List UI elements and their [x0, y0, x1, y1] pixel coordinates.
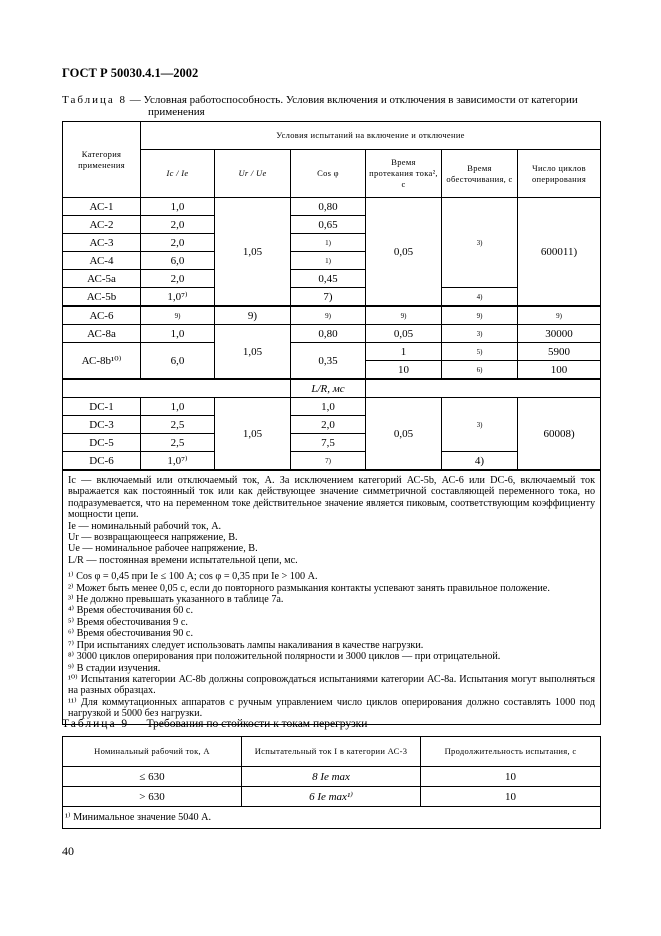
test-cell: 8 Ie max	[242, 767, 421, 787]
time-cell: 9)	[366, 306, 442, 325]
footnote: ⁷⁾ При испытаниях следует использовать лампы накаливания в качестве нагрузки.	[68, 639, 424, 651]
t9-footnote: ¹⁾ Минимальное значение 5040 А.	[63, 807, 601, 829]
category-cell: DC-1	[63, 398, 141, 416]
cycles-cell: 60008)	[518, 398, 601, 471]
col-interval-header: Время обесточивания, с	[442, 150, 518, 198]
time-cell: 0,05	[366, 325, 442, 343]
col-group-header: Условия испытаний на включение и отключение	[141, 122, 601, 150]
t9-col-test: Испытательный ток I в категории АС-3	[242, 737, 421, 767]
category-cell: АС-5b	[63, 288, 141, 307]
legend-item: Ie — номинальный рабочий ток, А.	[68, 520, 222, 532]
col-cycles-header: Число циклов оперирования	[518, 150, 601, 198]
footnote: ¹⁾ Cos φ = 0,45 при Ie ≤ 100 А; cos φ = 0,35 при Ie > 100 А.	[68, 571, 318, 583]
table-row	[63, 398, 601, 416]
table8-notes	[63, 470, 601, 724]
ic-cell: 6,0	[141, 252, 215, 270]
lr-header: L/R, мс	[291, 379, 366, 398]
footnote: ³⁾ Не должно превышать указанного в таблице 7а.	[68, 594, 284, 606]
interval-cell: 3)	[442, 325, 518, 343]
ic-cell: 9)	[141, 306, 215, 325]
ic-cell: 1,0⁷⁾	[141, 452, 215, 471]
footnote: ¹¹⁾ Для коммутационных аппаратов с ручным управлением число циклов оперирования должно составлять 1000 под нагрузкой и 5000 без нагрузки.	[68, 696, 596, 720]
table8-caption	[62, 94, 578, 106]
ur-cell: 1,05	[215, 198, 291, 307]
table-row	[63, 343, 601, 361]
cos-cell: 0,35	[291, 343, 366, 380]
lr-cell: 1,0	[291, 398, 366, 416]
ic-cell: 2,5	[141, 434, 215, 452]
t9-col-current: Номинальный рабочий ток, А	[63, 737, 242, 767]
table-row	[63, 325, 601, 343]
category-cell: АС-6	[63, 306, 141, 325]
cycles-cell: 100	[518, 361, 601, 380]
footnote: ⁴⁾ Время обесточивания 60 с.	[68, 605, 193, 617]
ic-cell: 2,0	[141, 270, 215, 288]
time-cell: 10	[366, 361, 442, 380]
ic-cell: 1,0⁷⁾	[141, 288, 215, 307]
category-cell: DC-6	[63, 452, 141, 471]
table8	[62, 121, 601, 725]
ic-cell: 2,0	[141, 234, 215, 252]
col-ur-ue-header: Ur / Ue	[215, 150, 291, 198]
category-cell: АС-2	[63, 216, 141, 234]
footnote: ⁵⁾ Время обесточивания 9 с.	[68, 616, 188, 628]
ic-cell: 1,0	[141, 325, 215, 343]
interval-cell: 3)	[442, 198, 518, 288]
category-cell: АС-5a	[63, 270, 141, 288]
table8-caption-line1: — Условная работоспособность. Условия включения и отключения в зависимости от категории	[129, 94, 578, 106]
table-row	[63, 198, 601, 216]
interval-cell: 6)	[442, 361, 518, 380]
category-cell: АС-3	[63, 234, 141, 252]
col-category-header: Категория применения	[63, 122, 141, 198]
interval-cell: 5)	[442, 343, 518, 361]
table-row	[63, 787, 601, 807]
table9-caption-text: — Требования по стойкости к токам перегрузки	[132, 718, 368, 730]
cos-cell: 9)	[291, 306, 366, 325]
category-cell: АС-4	[63, 252, 141, 270]
legend-item: Ic — включаемый или отключаемый ток, А. За исключением категорий АС-5b, АС-6 или DC-6, включаемый ток выражается как постоянный ток или как действующее значение симметричной составляющей переменного тока, но подразумевается, что на переменном токе действительное значение является пиковым, соответствующим коэффициенту мощности цепи.	[68, 475, 596, 521]
ic-cell: 1,0	[141, 398, 215, 416]
col-ic-ie-header: Ic / Ie	[141, 150, 215, 198]
time-cell: 0,05	[366, 398, 442, 471]
cos-cell: 1)	[291, 234, 366, 252]
table9-caption	[62, 718, 367, 730]
cycles-cell: 9)	[518, 306, 601, 325]
document-header: ГОСТ Р 50030.4.1—2002	[62, 66, 199, 80]
footnote: ²⁾ Может быть менее 0,05 с, если до повторного размыкания контакты успевают занять правильное положение.	[68, 582, 550, 594]
t9-col-duration: Продолжительность испытания, с	[421, 737, 601, 767]
interval-cell: 4)	[442, 452, 518, 471]
page-number: 40	[62, 844, 74, 858]
cos-cell: 1)	[291, 252, 366, 270]
table-row	[63, 379, 601, 398]
legend-item: Ue — номинальное рабочее напряжение, В.	[68, 543, 258, 555]
table9-caption-prefix: Таблица 9	[62, 718, 130, 730]
ic-cell: 1,0	[141, 198, 215, 216]
current-cell: ≤ 630	[63, 767, 242, 787]
footnote: ⁹⁾ В стадии изучения.	[68, 662, 161, 674]
time-cell: 0,05	[366, 198, 442, 307]
category-cell: АС-8a	[63, 325, 141, 343]
category-cell: DC-3	[63, 416, 141, 434]
table8-caption-prefix: Таблица 8	[62, 94, 128, 106]
cos-cell: 0,45	[291, 270, 366, 288]
ic-cell: 2,0	[141, 216, 215, 234]
ic-cell: 6,0	[141, 343, 215, 380]
interval-cell: 4)	[442, 288, 518, 307]
ur-cell: 1,05	[215, 398, 291, 471]
ur-cell: 1,05	[215, 325, 291, 380]
legend-item: Ur — возвращающееся напряжение, В.	[68, 532, 238, 544]
ur-cell: 9)	[215, 306, 291, 325]
cos-cell: 7)	[291, 288, 366, 307]
cos-cell: 0,80	[291, 198, 366, 216]
col-time-header: Время протекания тока², с	[366, 150, 442, 198]
interval-cell: 9)	[442, 306, 518, 325]
time-cell: 1	[366, 343, 442, 361]
footnote: ¹⁰⁾ Испытания категории АС-8b должны сопровождаться испытаниями категории АС-8а. Испытания могут выполняться на разных образцах.	[68, 673, 596, 697]
ic-cell: 2,5	[141, 416, 215, 434]
cycles-cell: 600011)	[518, 198, 601, 307]
col-cos-header: Cos φ	[291, 150, 366, 198]
cos-cell: 0,80	[291, 325, 366, 343]
current-cell: > 630	[63, 787, 242, 807]
category-cell: АС-8b¹⁰⁾	[63, 343, 141, 380]
duration-cell: 10	[421, 787, 601, 807]
table-row	[63, 767, 601, 787]
cos-cell: 0,65	[291, 216, 366, 234]
duration-cell: 10	[421, 767, 601, 787]
interval-cell: 3)	[442, 398, 518, 452]
lr-cell: 7)	[291, 452, 366, 471]
test-cell: 6 Ie max¹⁾	[242, 787, 421, 807]
footnote: ⁸⁾ 3000 циклов оперирования при положительной полярности и 3000 циклов — при отрицательной.	[68, 651, 501, 663]
footnote: ⁶⁾ Время обесточивания 90 с.	[68, 628, 193, 640]
category-cell: DC-5	[63, 434, 141, 452]
legend-item: L/R — постоянная времени испытательной цепи, мс.	[68, 554, 298, 566]
cycles-cell: 30000	[518, 325, 601, 343]
table8-caption-line2: применения	[148, 106, 205, 118]
cycles-cell: 5900	[518, 343, 601, 361]
lr-cell: 2,0	[291, 416, 366, 434]
table9	[62, 736, 601, 829]
category-cell: АС-1	[63, 198, 141, 216]
lr-cell: 7,5	[291, 434, 366, 452]
table-row	[63, 306, 601, 325]
